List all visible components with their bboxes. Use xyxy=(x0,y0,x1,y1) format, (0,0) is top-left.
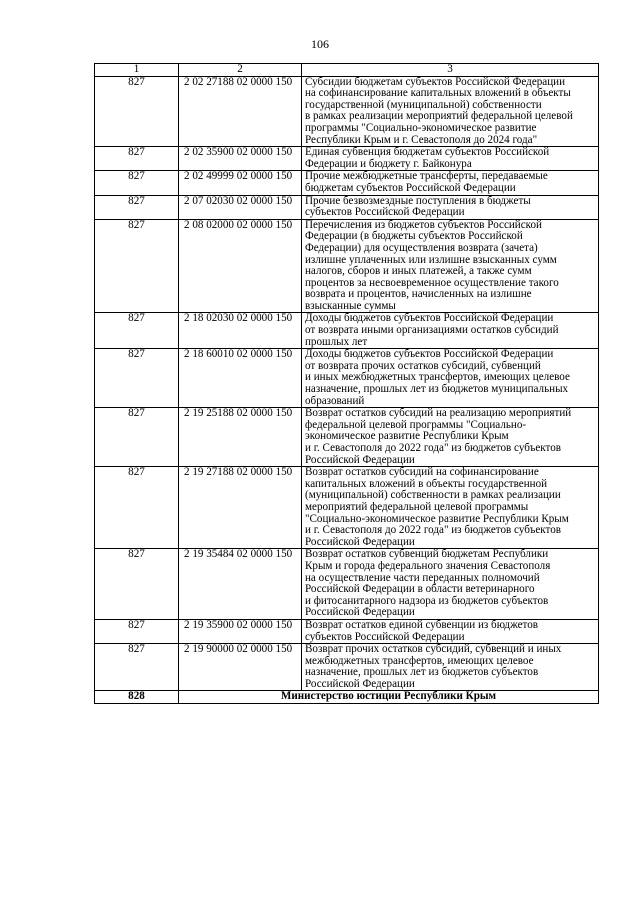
admin-code-cell: 827 xyxy=(95,171,179,195)
description-cell: Единая субвенция бюджетам субъектов Российской Федерации и бюджету г. Байконура xyxy=(302,147,599,171)
table-row xyxy=(95,147,599,171)
page-number: 106 xyxy=(311,37,329,51)
table-row xyxy=(95,171,599,195)
budget-code-cell: 2 19 35484 02 0000 150 xyxy=(179,549,302,620)
budget-code-cell: 2 07 02030 02 0000 150 xyxy=(179,195,302,219)
table-row xyxy=(95,195,599,219)
description-cell: Перечисления из бюджетов субъектов Российской Федерации (в бюджеты субъектов Российской Федерации) для осуществления возврата (зачета) излишне уплаченных или излишне взысканных сумм налогов, сборов и иных платежей, а также сумм процентов за несвоевременное осуществление такого возврата и процентов, начисленных на излишне взысканные суммы xyxy=(302,219,599,313)
table-row xyxy=(95,467,599,549)
description-cell: Субсидии бюджетам субъектов Российской Федерации на софинансирование капитальных вложений в объекты государственной (муниципальной) собственности в рамках реализации мероприятий федеральной целевой программы "Социально-экономическое развитие Республики Крым и г. Севастополя до 2024 года" xyxy=(302,76,599,147)
group-admin-code-cell: 828 xyxy=(95,691,179,704)
admin-code-cell: 827 xyxy=(95,549,179,620)
table-header-row xyxy=(95,64,599,77)
description-cell: Доходы бюджетов субъектов Российской Федерации от возврата иными организациями остатков субсидий прошлых лет xyxy=(302,313,599,349)
description-cell: Возврат остатков субсидий на софинансирование капитальных вложений в объекты государственной (муниципальной) собственности в рамках реализации мероприятий федеральной целевой программы "Социально-экономическое развитие Республики Крым и г. Севастополя до 2022 года" из бюджетов субъектов Российской Федерации xyxy=(302,467,599,549)
admin-code-cell: 827 xyxy=(95,467,179,549)
budget-code-cell: 2 18 02030 02 0000 150 xyxy=(179,313,302,349)
budget-code-cell: 2 19 90000 02 0000 150 xyxy=(179,644,302,691)
admin-code-cell: 827 xyxy=(95,195,179,219)
description-cell: Прочие безвозмездные поступления в бюджеты субъектов Российской Федерации xyxy=(302,195,599,219)
budget-code-cell: 2 02 49999 02 0000 150 xyxy=(179,171,302,195)
description-cell: Доходы бюджетов субъектов Российской Федерации от возврата прочих остатков субсидий, субвенций и иных межбюджетных трансфертов, имеющих целевое назначение, прошлых лет из бюджетов муниципальных образований xyxy=(302,349,599,408)
admin-code-cell: 827 xyxy=(95,349,179,408)
description-cell: Возврат прочих остатков субсидий, субвенций и иных межбюджетных трансфертов, имеющих целевое назначение, прошлых лет из бюджетов субъектов Российской Федерации xyxy=(302,644,599,691)
budget-code-cell: 2 19 27188 02 0000 150 xyxy=(179,467,302,549)
table-row xyxy=(95,349,599,408)
budget-code-cell: 2 02 35900 02 0000 150 xyxy=(179,147,302,171)
admin-code-cell: 827 xyxy=(95,219,179,313)
table-row xyxy=(95,219,599,313)
budget-income-table xyxy=(94,63,599,704)
group-title-cell: Министерство юстиции Республики Крым xyxy=(179,691,599,704)
budget-code-cell: 2 19 25188 02 0000 150 xyxy=(179,408,302,467)
description-cell: Возврат остатков субвенций бюджетам Республики Крым и города федерального значения Севастополя на осуществление части переданных полномочий Российской Федерации в области ветеринарного и фитосанитарного надзора из бюджетов субъектов Российской Федерации xyxy=(302,549,599,620)
group-header-row xyxy=(95,691,599,704)
admin-code-cell: 827 xyxy=(95,313,179,349)
description-cell: Возврат остатков субсидий на реализацию мероприятий федеральной целевой программы "Социально- экономическое развитие Республики Крым и г. Севастополя до 2022 года" из бюджетов субъектов Российской Федерации xyxy=(302,408,599,467)
table-row xyxy=(95,549,599,620)
table-body xyxy=(95,64,599,704)
budget-code-cell: 2 19 35900 02 0000 150 xyxy=(179,619,302,643)
table-row xyxy=(95,76,599,147)
budget-code-cell: 2 08 02000 02 0000 150 xyxy=(179,219,302,313)
column-header-3: 3 xyxy=(302,64,599,77)
admin-code-cell: 827 xyxy=(95,644,179,691)
column-header-1: 1 xyxy=(95,64,179,77)
table-row xyxy=(95,313,599,349)
column-header-2: 2 xyxy=(179,64,302,77)
budget-code-cell: 2 18 60010 02 0000 150 xyxy=(179,349,302,408)
admin-code-cell: 827 xyxy=(95,619,179,643)
admin-code-cell: 827 xyxy=(95,147,179,171)
table-row xyxy=(95,644,599,691)
description-cell: Возврат остатков единой субвенции из бюджетов субъектов Российской Федерации xyxy=(302,619,599,643)
table-row xyxy=(95,619,599,643)
admin-code-cell: 827 xyxy=(95,76,179,147)
budget-code-cell: 2 02 27188 02 0000 150 xyxy=(179,76,302,147)
table-row xyxy=(95,408,599,467)
description-cell: Прочие межбюджетные трансферты, передаваемые бюджетам субъектов Российской Федерации xyxy=(302,171,599,195)
admin-code-cell: 827 xyxy=(95,408,179,467)
